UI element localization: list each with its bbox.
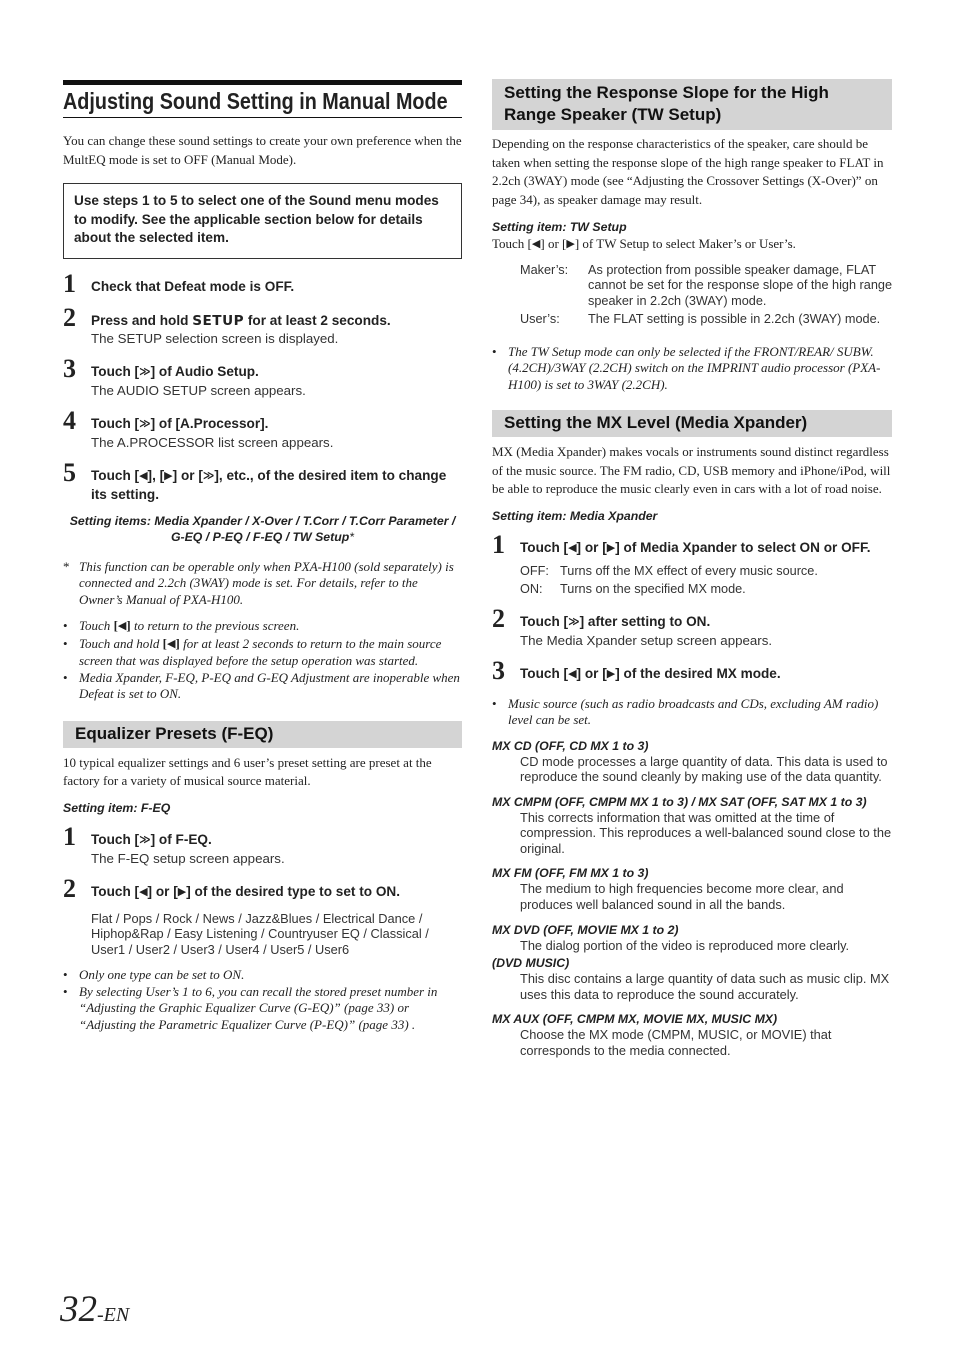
step-number: 3 (492, 655, 505, 685)
mx-step-1 (492, 529, 892, 559)
mx-mode: (DVD MUSIC) This disc contains a large quantity of data such as music clip. MX uses this data to reproduce the sound accurately. (492, 956, 890, 1002)
step-number: 1 (63, 821, 76, 851)
right-arrow-icon: [▶] (173, 883, 191, 899)
left-arrow-icon: ◀ (167, 637, 176, 650)
mx-mode: MX CMPM (OFF, CMPM MX 1 to 3) / MX SAT (OFF, SAT MX 1 to 3) This corrects information that was omitted at the time of compression. This reproduces a well-balanced sound close to the original. (492, 794, 892, 856)
left-arrow-icon: [◀] (563, 539, 582, 555)
mx-setting-item: Setting item: Media Xpander (492, 508, 658, 523)
step-result: The AUDIO SETUP screen appears. (91, 382, 306, 398)
step-1 (63, 268, 462, 298)
step-2 (63, 302, 462, 348)
step-heading: Touch [◀] or [▶] of the desired MX mode. (520, 665, 781, 681)
option-row: Maker’s: As protection from possible speaker damage, FLAT cannot be set for the response slope of the high range speaker in 2.2ch (3WAY) mode. (520, 262, 893, 308)
mx-intro: MX (Media Xpander) makes vocals or instruments sound distinct regardless of the music source. The FM radio, CD, USB memory and iPhone/iPod, will be able to reproduce the music clearly even in cars with a lot of road noise. (492, 444, 891, 496)
step-heading: Touch [≫] of Audio Setup. (91, 363, 259, 379)
step-number: 2 (63, 302, 76, 332)
step-number: 1 (492, 529, 505, 559)
mx-step-2 (492, 603, 892, 650)
right-arrow-icon: ▶ (566, 238, 575, 250)
notes-list (63, 618, 462, 703)
right-arrow-icon: [▶] (159, 467, 178, 483)
mx-mode: MX AUX (OFF, CMPM MX, MOVIE MX, MUSIC MX) Choose the MX mode (CMPM, MUSIC, or MOVIE) that corresponds to the media connected. (492, 1012, 832, 1059)
mx-mode: MX DVD (OFF, MOVIE MX 1 to 2) The dialog portion of the video is reproduced more clearly. (492, 922, 850, 953)
mx-note: • Music source (such as radio broadcasts and CDs, excluding AM radio) level can be set. (492, 695, 879, 727)
forward-button-icon: [≫] (563, 613, 585, 629)
step-heading: Check that Defeat mode is OFF. (91, 278, 295, 294)
page-title: Adjusting Sound Setting in Manual Mode (63, 88, 448, 114)
forward-button-icon: [≫] (134, 415, 156, 431)
left-arrow-icon: ◀ (531, 238, 541, 250)
page-number: 32-EN (60, 1289, 130, 1330)
setup-key-label: SETUP (192, 312, 245, 329)
feq-setting-item: Setting item: F-EQ (63, 800, 171, 815)
intro-text: You can change these sound settings to create your own preference when the MultEQ mode is set to OFF (Manual Mode). (63, 133, 462, 167)
step-heading: Touch [◀] or [▶] of the desired type to set to ON. (91, 883, 400, 899)
right-arrow-icon: [▶] (602, 539, 620, 555)
right-column (492, 79, 892, 1059)
left-column (63, 80, 462, 1033)
step-3 (63, 353, 462, 400)
step-heading: Touch [◀] or [▶] of Media Xpander to select ON or OFF. (520, 539, 871, 555)
left-arrow-icon: ◀ (117, 620, 127, 632)
step-result: The F-EQ setup screen appears. (91, 850, 285, 866)
step-heading: Touch [≫] after setting to ON. (520, 613, 711, 629)
tw-setting-item: Setting item: TW Setup (492, 220, 627, 234)
step-heading: Touch [≫] of F-EQ. (91, 831, 212, 847)
setting-items-list: Setting items: Media Xpander / X-Over / T.Corr / T.Corr Parameter / G-EQ / P-EQ / F-EQ / TW Setup* (69, 513, 456, 544)
right-arrow-icon: [▶] (602, 665, 620, 681)
left-arrow-icon: [◀] (134, 467, 153, 483)
step-number: 4 (63, 405, 76, 435)
mx-options (492, 564, 892, 598)
left-arrow-icon: [◀] (134, 883, 153, 899)
left-arrow-icon: [◀] (563, 665, 582, 681)
mx-heading: Setting the MX Level (Media Xpander) (492, 410, 892, 437)
step-result: The Media Xpander setup screen appears. (520, 632, 773, 648)
option-row: ON: Turns on the specified MX mode. (520, 582, 746, 596)
tw-intro: Depending on the response characteristics of the speaker, care should be taken when setting the response slope of the high range speaker to FLAT in 2.2ch (3WAY) mode (see “Adjusting the Crossover Settings (X-Over)” on page 34), as speaker damage may result. (492, 136, 884, 207)
feq-intro: 10 typical equalizer settings and 6 user’s preset setting are preset at the factory for a variety of musical source material. (63, 754, 432, 788)
step-result: The SETUP selection screen is displayed. (91, 330, 339, 346)
step-result: The A.PROCESSOR list screen appears. (91, 434, 334, 450)
step-number: 5 (63, 457, 76, 487)
tw-touch-instruction: Touch [◀] or [▶] of TW Setup to select Maker’s or User’s. (492, 235, 892, 255)
note-item: • By selecting User’s 1 to 6, you can recall the stored preset number in “Adjusting the Graphic Equalizer Curve (G-EQ)” (page 33) or “Adjusting the Parametric Equalizer Curve (P-EQ)” (page 33) . (63, 983, 438, 1032)
step-heading: Press and hold SETUP for at least 2 seconds. (91, 312, 391, 329)
feq-notes (63, 967, 462, 1033)
option-row: OFF: Turns off the MX effect of every music source. (520, 563, 818, 578)
forward-button-icon: [≫] (198, 467, 219, 483)
feq-step-1 (63, 821, 462, 868)
step-number: 3 (63, 353, 76, 383)
section-title-bar (63, 80, 462, 118)
note-item: • Only one type can be set to ON. (63, 967, 245, 982)
mx-step-3 (492, 655, 892, 685)
step-5 (63, 457, 462, 504)
step-heading: Touch [≫] of [A.Processor]. (91, 415, 269, 431)
note-item: • Media Xpander, F-EQ, P-EQ and G-EQ Adjustment are inoperable when Defeat is set to ON. (63, 669, 460, 701)
step-heading: Touch [◀], [▶] or [≫], etc., of the desired item to change its setting. (91, 467, 447, 502)
forward-button-icon: [≫] (134, 363, 156, 379)
tw-heading: Setting the Response Slope for the High Range Speaker (TW Setup) (492, 79, 892, 130)
note-item: • Touch and hold [◀] for at least 2 seconds to return to the main source screen that was displayed before the setup operation was started. (63, 635, 442, 668)
tw-note: • The TW Setup mode can only be selected if the FRONT/REAR/ SUBW. (4.2CH)/3WAY (2.2CH) switch on the IMPRINT audio processor (PXA-H100) is set to 3WAY (2.2CH). (492, 343, 881, 392)
footnote: * This function can be operable only when PXA-H100 (sold separately) is connected and 2.2ch (3WAY) mode is set. For details, refer to the Owner’s Manual of PXA-H100. (63, 558, 454, 607)
step-4 (63, 405, 462, 452)
feq-step-2 (63, 873, 462, 958)
tw-options (492, 263, 892, 328)
mx-mode-list (492, 738, 892, 1059)
feq-heading: Equalizer Presets (F-EQ) (63, 721, 462, 748)
mx-mode: MX FM (OFF, FM MX 1 to 3) The medium to high frequencies become more clear, and produces well balanced sound in all the bands. (492, 866, 844, 913)
note-item: • Touch [◀] to return to the previous screen. (63, 618, 300, 633)
eq-type-list: Flat / Pops / Rock / News / Jazz&Blues / Electrical Dance / Hiphop&Rap / Easy Listening / Countryuser EQ / Classical / User1 / User2 / User3 / User4 / User5 / User6 (91, 910, 429, 957)
instruction-box: Use steps 1 to 5 to select one of the Sound menu modes to modify. See the applicable section below for details about the selected item. (63, 183, 462, 259)
step-number: 2 (63, 873, 76, 903)
step-number: 2 (492, 603, 505, 633)
forward-button-icon: [≫] (134, 831, 156, 847)
mx-mode: MX CD (OFF, CD MX 1 to 3) CD mode processes a large quantity of data. This data is used to reproduce the sound cleanly by making use of the data quantity. (492, 738, 888, 785)
option-row: User’s: The FLAT setting is possible in 2.2ch (3WAY) mode. (520, 312, 881, 326)
step-number: 1 (63, 268, 76, 298)
